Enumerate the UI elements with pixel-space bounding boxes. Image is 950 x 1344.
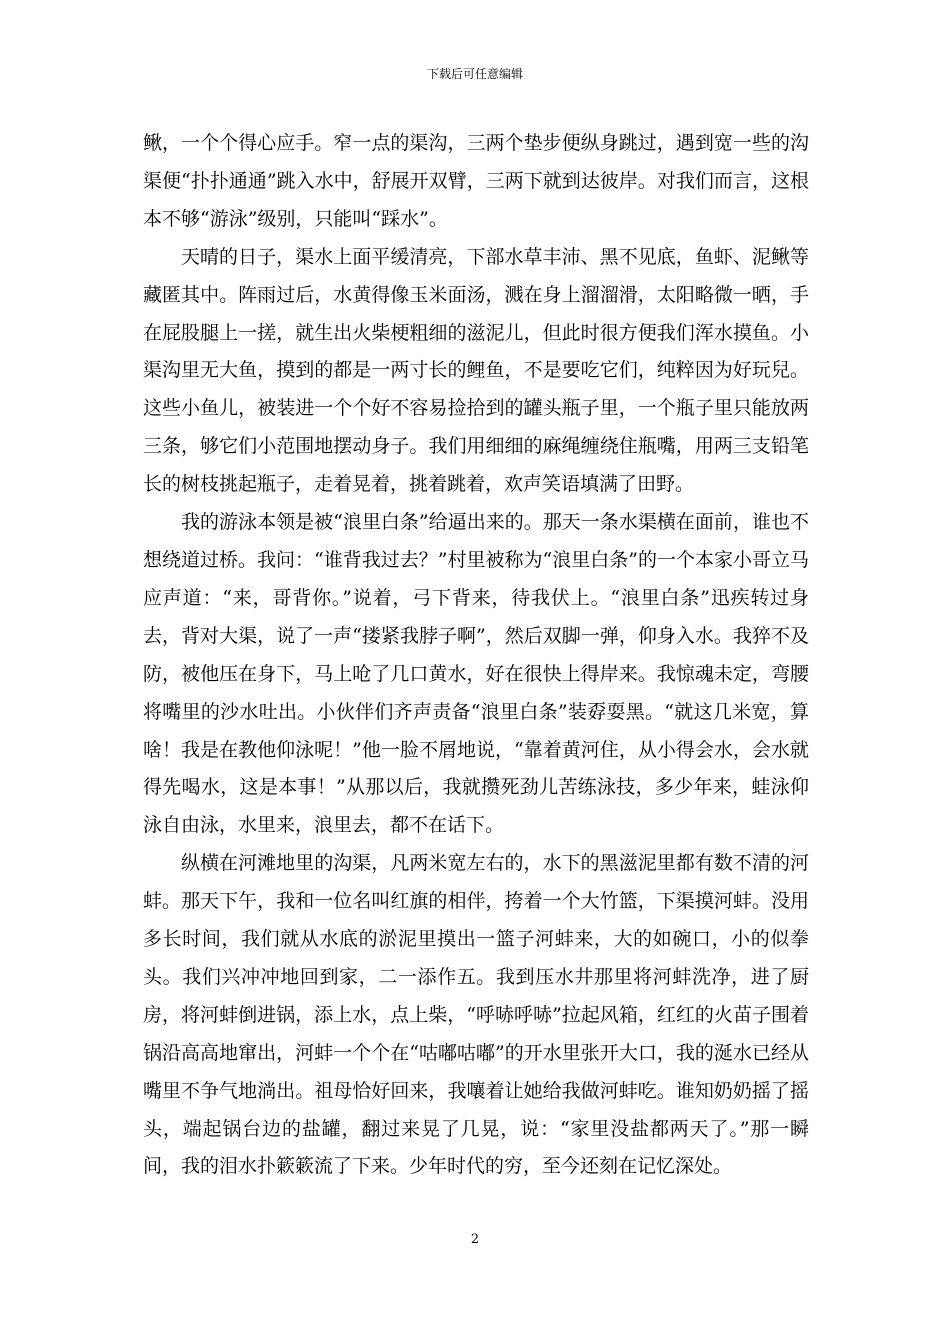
- page-header: 下载后可任意编辑: [426, 67, 523, 81]
- paragraph-swimming: 我的游泳本领是被“浪里白条”给逼出来的。那天一条水渠横在面前，谁也不想绕道过桥。我问：“谁背我过去？”村里被称为“浪里白条”的一个本家小哥立马应声道：“来，哥背你。”说着，弓下背来，待我伏上。“浪里白条”迅疾转过身去，背对大渠，说了一声“搂紧我脖子啊”，然后双脚一弹，仰身入水。我猝不及防，被他压在身下，马上呛了几口黄水，好在很快上得岸来。我惊魂未定，弯腰将嘴里的沙水吐出。小伙伴们齐声责备“浪里白条”装孬耍黑。“就这几米宽，算啥！我是在教他仰泳呢！”他一脸不屑地说，“靠着黄河住，从小得会水，会水就得先喝水，这是本事！”从那以后，我就攒死劲儿苦练泳技，多少年来，蛙泳仰泳自由泳，水里来，浪里去，都不在话下。: [143, 511, 809, 837]
- paragraph-clams: 纵横在河滩地里的沟渠，凡两米宽左右的，水下的黑滋泥里都有数不清的河蚌。那天下午，我和一位名叫红旗的相伴，挎着一个大竹篮，下渠摸河蚌。没用多长时间，我们就从水底的淤泥里摸出一篮子河蚌来，大的如碗口，小的似拳头。我们兴冲冲地回到家，二一添作五。我到压水井那里将河蚌洗净，进了厨房，将河蚌倒进锅，添上水，点上柴，“呼哧呼哧”拉起风箱，红红的火苗子围着锅沿高高地窜出，河蚌一个个在“咕嘟咕嘟”的开水里张开大口，我的涎水已经从嘴里不争气地淌出。祖母恰好回来，我嚷着让她给我做河蚌吃。谁知奶奶摇了摇头，端起锅台边的盐罐，翻过来晃了几晃，说：“家里没盐都两天了。”那一瞬间，我的泪水扑簌簌流了下来。少年时代的穷，至今还刻在记忆深处。: [143, 852, 809, 1178]
- paragraph-continuation: 鳅，一个个得心应手。窄一点的渠沟，三两个垫步便纵身跳过，遇到宽一些的沟渠便“扑扑通通”跳入水中，舒展开双臂，三两下就到达彼岸。对我们而言，这根本不够“游泳”级别，只能叫“踩水”。: [143, 132, 809, 230]
- page-number: 2: [470, 1232, 480, 1247]
- document-body: [143, 125, 809, 1186]
- paragraph-fishing: 天晴的日子，渠水上面平缓清亮，下部水草丰沛、黑不见底，鱼虾、泥鳅等藏匿其中。阵雨过后，水黄得像玉米面汤，溅在身上溜溜滑，太阳略微一晒，手在屁股腿上一搓，就生出火柴梗粗细的滋泥儿，但此时很方便我们浑水摸鱼。小渠沟里无大鱼，摸到的都是一两寸长的鲤鱼，不是要吃它们，纯粹因为好玩兒。这些小鱼儿，被装进一个个好不容易捡拾到的罐头瓶子里，一个瓶子里只能放两三条，够它们小范围地摆动身子。我们用细细的麻绳缠绕住瓶嘴，用两三支铅笔长的树枝挑起瓶子，走着晃着，挑着跳着，欢声笑语填满了田野。: [143, 245, 809, 496]
